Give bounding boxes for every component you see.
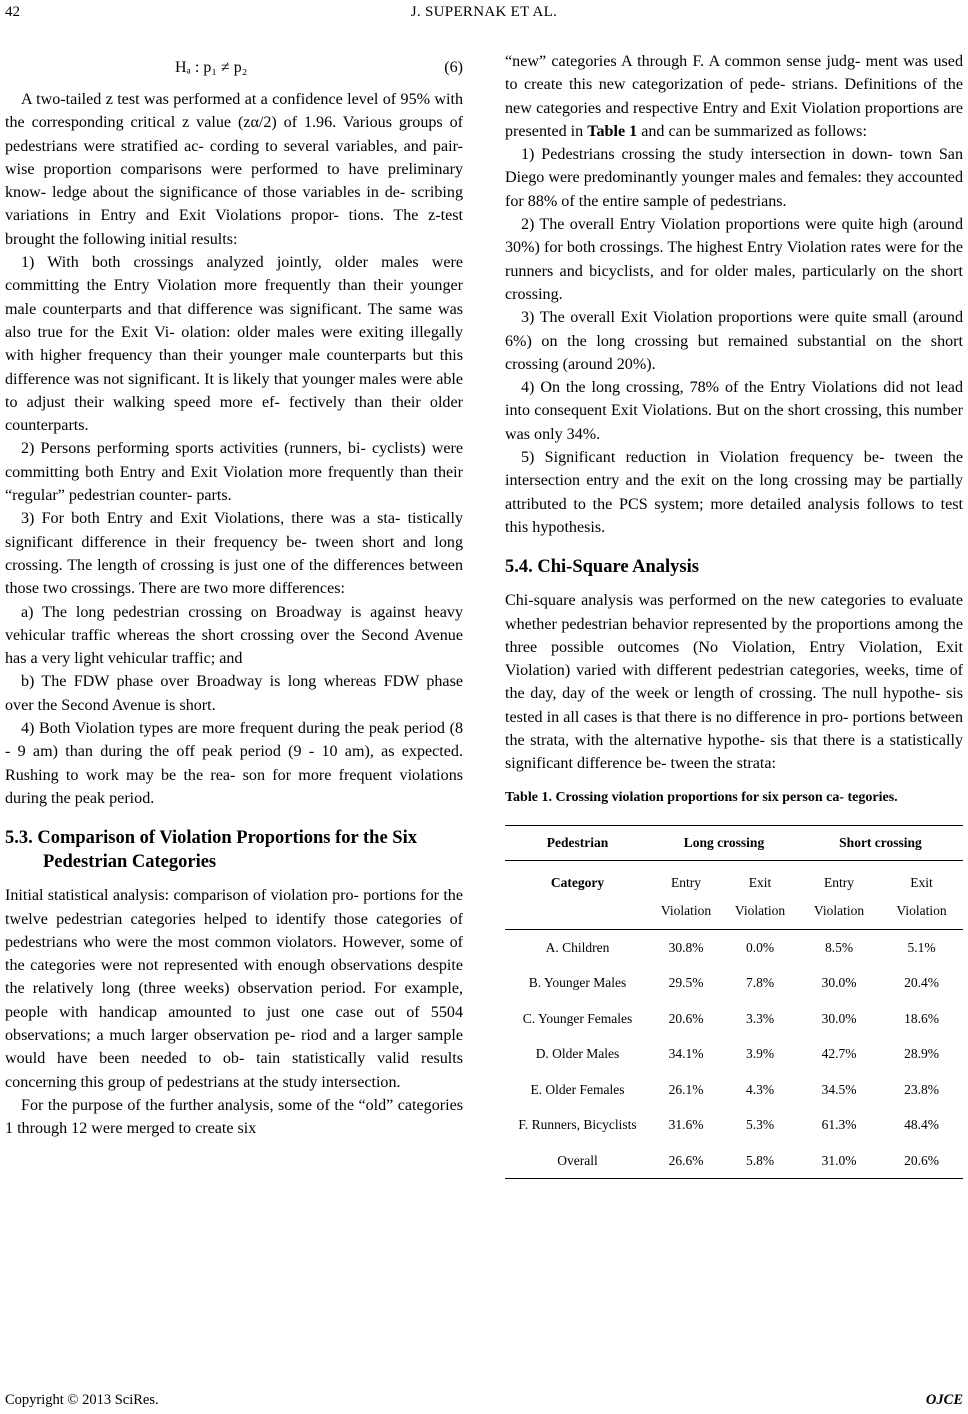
journal-name: OJCE: [925, 1392, 963, 1408]
cell-long-entry: 34.1%: [668, 1046, 704, 1062]
paragraph: 3) For both Entry and Exit Violations, there was a sta- tistically significant difference in their frequency be- tween short and long crossing. The length of crossing is just one of the differences between those two crossings. There are two more differences:: [5, 510, 463, 598]
violation-table: [505, 825, 963, 1180]
row-category: B. Younger Males: [528, 975, 627, 991]
paragraph: 3) The overall Exit Violation proportions were quite small (around 6%) on the long crossing but remained substantial on the short crossing (around 20%).: [505, 309, 963, 373]
row-category: F. Runners, Bicyclists: [518, 1117, 637, 1133]
cell-long-entry: 26.1%: [668, 1081, 704, 1097]
row-category: C. Younger Females: [522, 1010, 633, 1026]
equation-6: [5, 54, 463, 88]
equation-body: Hₐ : p₁ ≠ p₂: [175, 59, 248, 76]
row-category: E. Older Females: [530, 1081, 625, 1097]
cell-long-exit: 5.8%: [722, 1143, 798, 1179]
table-row-overall: [505, 1143, 963, 1179]
header-pedestrian: Pedestrian: [505, 825, 650, 860]
table-row: [505, 965, 963, 1001]
table-row: [505, 929, 963, 965]
table-subheader-row: [505, 860, 963, 897]
header-entry: Entry: [671, 874, 701, 890]
header-empty: [505, 897, 650, 930]
page-number: 42: [5, 4, 20, 20]
cell-short-entry: 34.5%: [821, 1081, 857, 1097]
paragraph: For the purpose of the further analysis, some of the “old” categories 1 through 12 were merged to create six: [5, 1096, 463, 1138]
left-column: [5, 50, 463, 1140]
cell-long-exit: 4.3%: [745, 1081, 775, 1097]
cell-short-entry: 30.0%: [821, 975, 857, 991]
paragraph: 1) With both crossings analyzed jointly, older males were committing the Entry Violation more frequently than their younger male counterparts and that difference was significant. The same was also true for the Exit Vi- olation: older males were exiting illegally with higher frequency than their younger male counterparts but this difference was not significant. It is likely that younger males were able to adjust their walking speed more ef- fectively than their older counterparts.: [5, 254, 463, 435]
cell-short-entry: 42.7%: [821, 1046, 857, 1062]
paragraph: 1) Pedestrians crossing the study intersection in down- town San Diego were predominantly younger males and females: they accounted for 88% of the entire sample of pedestrians.: [505, 146, 963, 210]
right-column: [505, 50, 963, 1179]
cell-long-entry: 20.6%: [668, 1010, 704, 1026]
table-header-row: [505, 825, 963, 860]
cell-long-exit: 7.8%: [745, 975, 775, 991]
cell-short-entry: 31.0%: [798, 1143, 880, 1179]
header-violation: Violation: [798, 897, 880, 930]
cell-short-exit: 5.1%: [907, 939, 936, 955]
page-header: [0, 0, 968, 30]
header-exit: Exit: [910, 874, 933, 890]
cell-short-entry: 61.3%: [821, 1117, 857, 1133]
cell-short-exit: 18.6%: [904, 1010, 939, 1026]
cell-long-exit: 5.3%: [745, 1117, 775, 1133]
running-title: J. SUPERNAK ET AL.: [410, 4, 558, 20]
paragraph-text: “new” categories A through F. A common sense judg- ment was used to create this new categorization of pede- strians. Definitions of the new categories and respective Entry and Exit Violation proportions are presented in: [505, 53, 963, 140]
paragraph: 5) Significant reduction in Violation frequency be- tween the intersection entry and the exit on the long crossing may be partially attributed to the PCS system; more detailed analysis follows to test this hypothesis.: [505, 449, 963, 536]
cell-short-entry: 8.5%: [824, 939, 854, 955]
paragraph-text: and can be summarized as follows:: [637, 122, 867, 140]
cell-long-entry: 29.5%: [668, 975, 704, 991]
header-violation: Violation: [880, 897, 963, 930]
cell-long-exit: 0.0%: [745, 939, 775, 955]
cell-long-entry: 26.6%: [650, 1143, 722, 1179]
table-row: [505, 1107, 963, 1143]
cell-short-exit: 23.8%: [904, 1081, 939, 1097]
header-category: Category: [550, 874, 605, 890]
row-category: D. Older Males: [535, 1046, 620, 1062]
cell-long-entry: 30.8%: [668, 939, 704, 955]
header-entry: Entry: [824, 874, 854, 890]
paragraph: b) The FDW phase over Broadway is long whereas FDW phase over the Second Avenue is short.: [5, 673, 463, 714]
paragraph: A two-tailed z test was performed at a confidence level of 95% with the corresponding critical z value (zα/2) of 1.96. Various groups of pedestrians were stratified ac- cording to several variables, and pair-wise proportion comparisons were performed to have preliminary know- ledge about the significance of those variables in de- scribing variations in Entry and Exit Violations propor- tions. The z-test brought the following initial results:: [5, 91, 463, 248]
paragraph: 2) Persons performing sports activities (runners, bi- cyclists) were committing both Entry and Exit Violation more frequently than their “regular” pedestrian counter- parts.: [5, 440, 463, 505]
cell-long-exit: 3.9%: [745, 1046, 775, 1062]
row-category: Overall: [505, 1143, 650, 1179]
paragraph: Initial statistical analysis: comparison of violation pro- portions for the twelve pedestrian categories helped to identify those categories of pedestrians who were the most common violators. However, some of the categories were not represented with enough observations despite the relatively long (three weeks) observation period. For example, people with handicap amounted to just one case out of 5504 observations; a much larger observation pe- riod and a larger sample would have been needed to ob- tain statistically valid results concerning this group of pedestrians at the study intersection.: [5, 887, 463, 1091]
section-heading-5-3: 5.3. Comparison of Violation Proportions for the Six Pedestrian Categories: [5, 828, 417, 873]
paragraph: Chi-square analysis was performed on the new categories to evaluate whether pedestrian behavior represented by the proportions among the three possible outcomes (No Violation, Entry Violation, Exit Violation) varied with different pedestrian categories, weeks, time of the day, day of the week or length of crossing. The null hypothe- sis tested in all cases is that there is no difference in pro- portions between the strata, with the alternative hypothe- sis that there is a statistically significant difference be- tween the strata:: [505, 592, 963, 773]
table-subheader-row: [505, 897, 963, 930]
cell-short-exit: 20.4%: [904, 975, 939, 991]
paragraph: a) The long pedestrian crossing on Broadway is against heavy vehicular traffic whereas the short crossing over the Second Avenue has a very light vehicular traffic; and: [5, 603, 463, 668]
header-violation: Violation: [722, 897, 798, 930]
cell-long-entry: 31.6%: [668, 1117, 704, 1133]
table-row: [505, 1036, 963, 1072]
paragraph: 2) The overall Entry Violation proportions were quite high (around 30%) for both crossings. The highest Entry Violation rates were for the runners and bicyclists, and for older males, particularly on the short crossing.: [505, 216, 963, 303]
header-long-crossing: Long crossing: [650, 825, 798, 860]
cell-short-entry: 30.0%: [821, 1010, 857, 1026]
section-heading-5-4: 5.4. Chi-Square Analysis: [505, 557, 699, 578]
table-row: [505, 1001, 963, 1037]
cell-short-exit: 20.6%: [880, 1143, 963, 1179]
row-category: A. Children: [545, 939, 610, 955]
table-caption: Table 1. Crossing violation proportions for six person ca- tegories.: [505, 789, 898, 805]
paragraph: 4) Both Violation types are more frequent during the peak period (8 - 9 am) than during the off peak period (9 - 10 am), as expected. Rushing to work may be the rea- son for more frequent violations during the peak period.: [5, 720, 463, 807]
header-violation: Violation: [650, 897, 722, 930]
copyright: Copyright © 2013 SciRes.: [5, 1392, 159, 1408]
cell-long-exit: 3.3%: [745, 1010, 775, 1026]
cell-short-exit: 48.4%: [904, 1117, 939, 1133]
equation-number: (6): [444, 59, 463, 76]
cell-short-exit: 28.9%: [904, 1046, 939, 1062]
table-reference: Table 1: [587, 122, 638, 140]
paragraph: 4) On the long crossing, 78% of the Entry Violations did not lead into consequent Exit Violations. But on the short crossing, this number was only 34%.: [505, 379, 963, 443]
header-exit: Exit: [748, 874, 772, 890]
table-row: [505, 1072, 963, 1108]
header-short-crossing: Short crossing: [798, 825, 963, 860]
paragraph: [505, 50, 963, 143]
